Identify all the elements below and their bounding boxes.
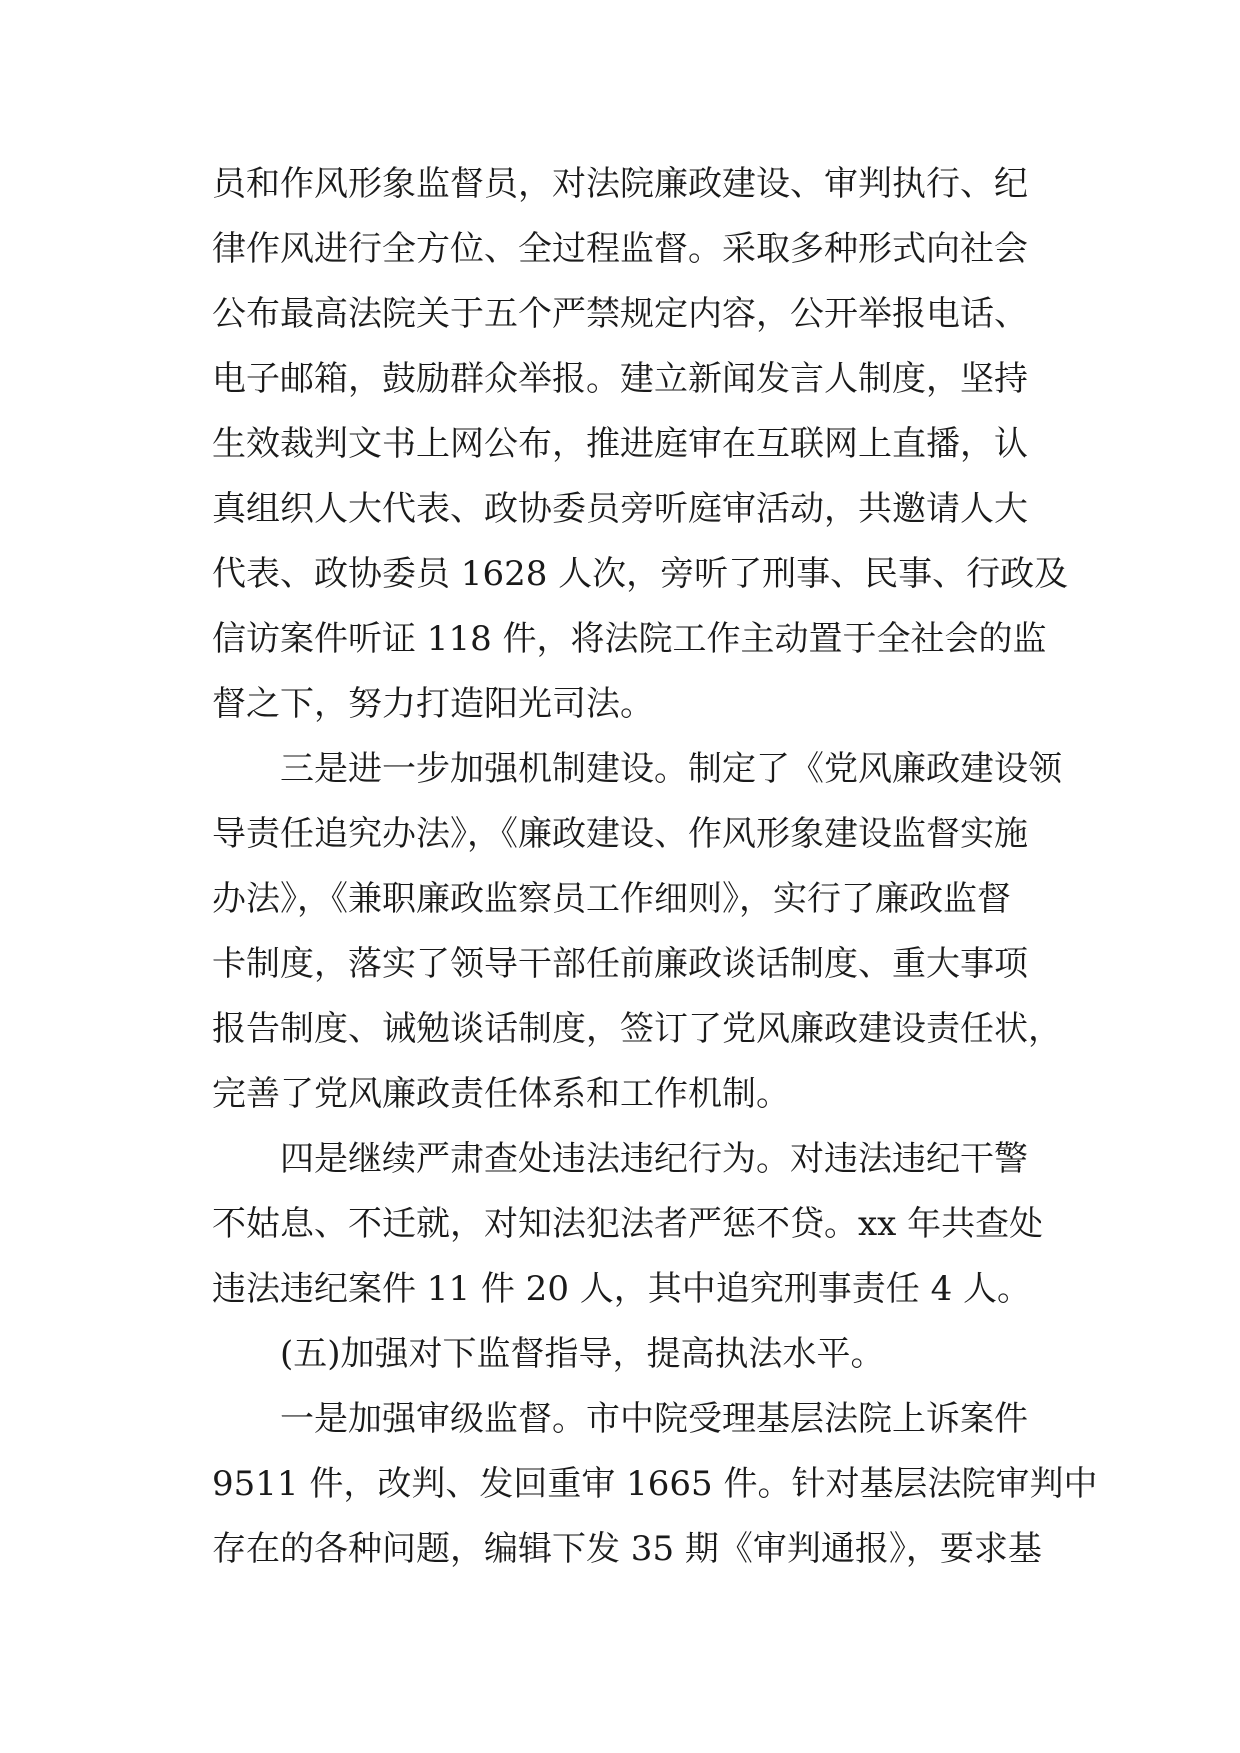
text-line: 报告制度、诫勉谈话制度，签订了党风廉政建设责任状， [212, 1009, 1062, 1049]
text-line: 不姑息、不迁就，对知法犯法者严惩不贷。xx 年共查处 [212, 1204, 1044, 1244]
text-line: 办法》，《兼职廉政监察员工作细则》，实行了廉政监督 [212, 879, 1011, 919]
text-line: 完善了党风廉政责任体系和工作机制。 [212, 1074, 790, 1114]
text-line: 代表、政协委员 1628 人次，旁听了刑事、民事、行政及 [212, 554, 1069, 594]
body-text [212, 152, 1098, 1582]
text-line: 督之下，努力打造阳光司法。 [212, 684, 654, 724]
text-line: 生效裁判文书上网公布，推进庭审在互联网上直播，认 [212, 424, 1028, 464]
text-line: 公布最高法院关于五个严禁规定内容，公开举报电话、 [212, 294, 1028, 334]
text-line: 三是进一步加强机制建设。制定了《党风廉政建设领 [280, 749, 1062, 789]
text-line: 律作风进行全方位、全过程监督。采取多种形式向社会 [212, 229, 1028, 269]
text-line: 四是继续严肃查处违法违纪行为。对违法违纪干警 [280, 1139, 1028, 1179]
text-line: 信访案件听证 118 件，将法院工作主动置于全社会的监 [212, 619, 1047, 659]
text-line: 员和作风形象监督员，对法院廉政建设、审判执行、纪 [212, 164, 1028, 204]
text-line: 一是加强审级监督。市中院受理基层法院上诉案件 [280, 1399, 1028, 1439]
text-line: 存在的各种问题，编辑下发 35 期《审判通报》，要求基 [212, 1529, 1042, 1569]
text-line: 卡制度，落实了领导干部任前廉政谈话制度、重大事项 [212, 944, 1028, 984]
text-line: 违法违纪案件 11 件 20 人，其中追究刑事责任 4 人。 [212, 1269, 1032, 1309]
text-line: 电子邮箱，鼓励群众举报。建立新闻发言人制度，坚持 [212, 359, 1028, 399]
text-line: 真组织人大代表、政协委员旁听庭审活动，共邀请人大 [212, 489, 1028, 529]
text-line: (五)加强对下监督指导，提高执法水平。 [280, 1334, 885, 1374]
text-line: 导责任追究办法》，《廉政建设、作风形象建设监督实施 [212, 814, 1028, 854]
text-line: 9511 件，改判、发回重审 1665 件。针对基层法院审判中 [212, 1464, 1098, 1504]
